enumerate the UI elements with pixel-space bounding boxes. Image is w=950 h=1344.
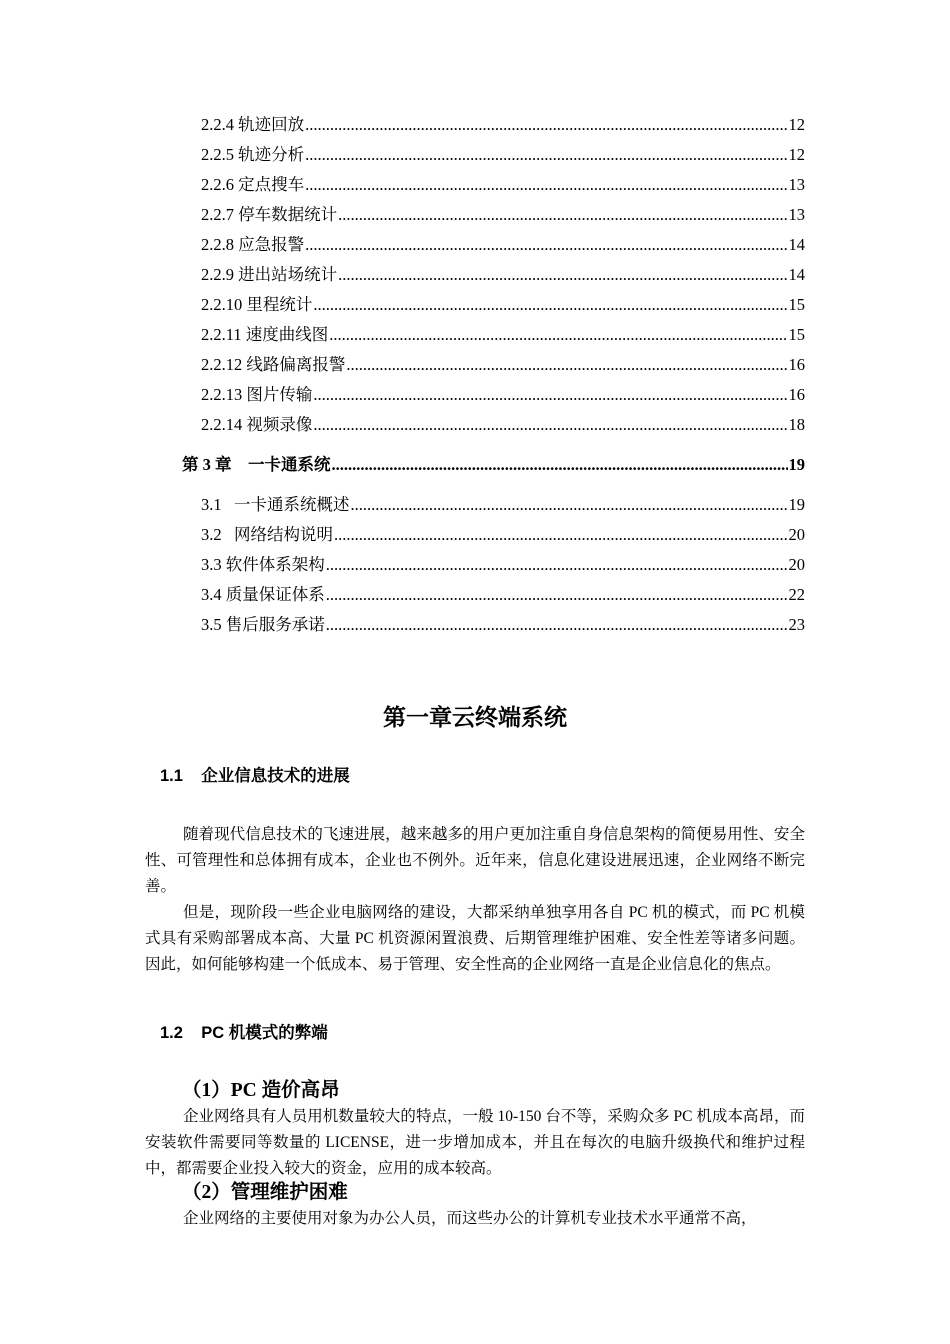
toc-entry-page: 14 [788, 265, 805, 284]
toc-chapter-entry[interactable] [182, 453, 805, 477]
toc-entry-page: 22 [788, 585, 805, 604]
toc-entry-page: 14 [788, 235, 805, 254]
toc-leader-dots [313, 293, 787, 317]
toc-entry-title: 2.2.13 图片传输 [201, 385, 313, 404]
toc-entry-title: 2.2.4 轨迹回放 [201, 115, 305, 134]
body-paragraph: 企业网络具有人员用机数量较大的特点，一般 10-150 台不等，采购众多 PC 机成本高昂，而安装软件需要同等数量的 LICENSE，进一步增加成本，并且在每次的电脑升级换代和维护过程中，都需要企业投入较大的资金，应用的成本较高。 [145, 1108, 805, 1177]
toc-entry-page: 19 [788, 495, 805, 514]
chapter-title: 第一章云终端系统 [383, 705, 567, 730]
toc-entry-title: 2.2.9 进出站场统计 [201, 265, 338, 284]
toc-entry-title: 2.2.8 应急报警 [201, 235, 305, 254]
toc-entry[interactable] [201, 493, 805, 517]
toc-entry[interactable] [201, 413, 805, 437]
toc-entry[interactable] [201, 353, 805, 377]
body-paragraph: 但是，现阶段一些企业电脑网络的建设，大都采纳单独享用各自 PC 机的模式，而 PC 机模式具有采购部署成本高、大量 PC 机资源闲置浪费、后期管理维护困难、安全性差等诸多问题。因此，如何能够构建一个低成本、易于管理、安全性高的企业网络一直是企业信息化的焦点。 [145, 904, 805, 973]
toc-entry-page: 15 [788, 325, 805, 344]
toc-entry-title: 3.2 网络结构说明 [201, 525, 333, 544]
toc-entry-title: 2.2.6 定点搜车 [201, 175, 305, 194]
toc-entry[interactable] [201, 293, 805, 317]
toc-entry[interactable] [201, 583, 805, 607]
toc-entry-title: 3.3 软件体系架构 [201, 555, 325, 574]
toc-entry[interactable] [201, 323, 805, 347]
toc-entry[interactable] [201, 613, 805, 637]
toc-entry-title: 3.1 一卡通系统概述 [201, 495, 350, 514]
toc-entry-page: 12 [788, 145, 805, 164]
toc-leader-dots [313, 413, 787, 437]
toc-entry[interactable] [201, 173, 805, 197]
body-paragraph: 企业网络的主要使用对象为办公人员，而这些办公的计算机专业技术水平通常不高， [183, 1210, 757, 1227]
toc-entry[interactable] [201, 553, 805, 577]
toc-leader-dots [326, 583, 788, 607]
subsection-heading: （1）PC 造价高昂 [182, 1080, 340, 1101]
toc-leader-dots [305, 173, 787, 197]
toc-leader-dots [329, 323, 787, 347]
toc-entry-title: 2.2.14 视频录像 [201, 415, 313, 434]
toc-leader-dots [305, 233, 787, 257]
toc-entry-title: 2.2.10 里程统计 [201, 295, 313, 314]
toc-entry-title: 3.4 质量保证体系 [201, 585, 325, 604]
toc-leader-dots [326, 553, 788, 577]
section-heading: 1.2 PC 机模式的弊端 [160, 1024, 328, 1042]
toc-leader-dots [305, 113, 787, 137]
toc-entry-page: 16 [788, 385, 805, 404]
toc-leader-dots [305, 143, 787, 167]
section-heading: 1.1 企业信息技术的进展 [160, 767, 350, 785]
toc-entry[interactable] [201, 263, 805, 287]
toc-leader-dots [338, 203, 787, 227]
toc-entry-title: 3.5 售后服务承诺 [201, 615, 325, 634]
toc-entry[interactable] [201, 203, 805, 227]
toc-entry[interactable] [201, 383, 805, 407]
toc-entry-page: 23 [788, 615, 805, 634]
toc-entry-page: 12 [788, 115, 805, 134]
toc-entry-title: 2.2.5 轨迹分析 [201, 145, 305, 164]
toc-leader-dots [326, 613, 788, 637]
toc-entry-page: 18 [788, 415, 805, 434]
toc-leader-dots [351, 493, 788, 517]
toc-leader-dots [346, 353, 787, 377]
toc-entry-page: 13 [788, 175, 805, 194]
toc-entry[interactable] [201, 143, 805, 167]
toc-entry-page: 20 [788, 525, 805, 544]
toc-entry[interactable] [201, 523, 805, 547]
toc-entry-title: 2.2.11 速度曲线图 [201, 325, 329, 344]
toc-entry-page: 13 [788, 205, 805, 224]
toc-leader-dots [338, 263, 787, 287]
toc-entry[interactable] [201, 113, 805, 137]
toc-leader-dots [332, 453, 788, 477]
toc-entry-title: 2.2.12 线路偏离报警 [201, 355, 346, 374]
toc-entry-page: 20 [788, 555, 805, 574]
toc-entry-page: 16 [788, 355, 805, 374]
body-paragraph: 随着现代信息技术的飞速进展，越来越多的用户更加注重自身信息架构的简便易用性、安全性、可管理性和总体拥有成本，企业也不例外。近年来，信息化建设进展迅速，企业网络不断完善。 [145, 826, 805, 895]
toc-entry-page: 15 [788, 295, 805, 314]
toc-entry[interactable] [201, 233, 805, 257]
toc-entry-title: 第 3 章 一卡通系统 [182, 455, 331, 474]
toc-leader-dots [334, 523, 788, 547]
toc-entry-page: 19 [788, 455, 805, 474]
toc-entry-title: 2.2.7 停车数据统计 [201, 205, 338, 224]
toc-leader-dots [313, 383, 787, 407]
subsection-heading: （2）管理维护困难 [182, 1182, 348, 1203]
